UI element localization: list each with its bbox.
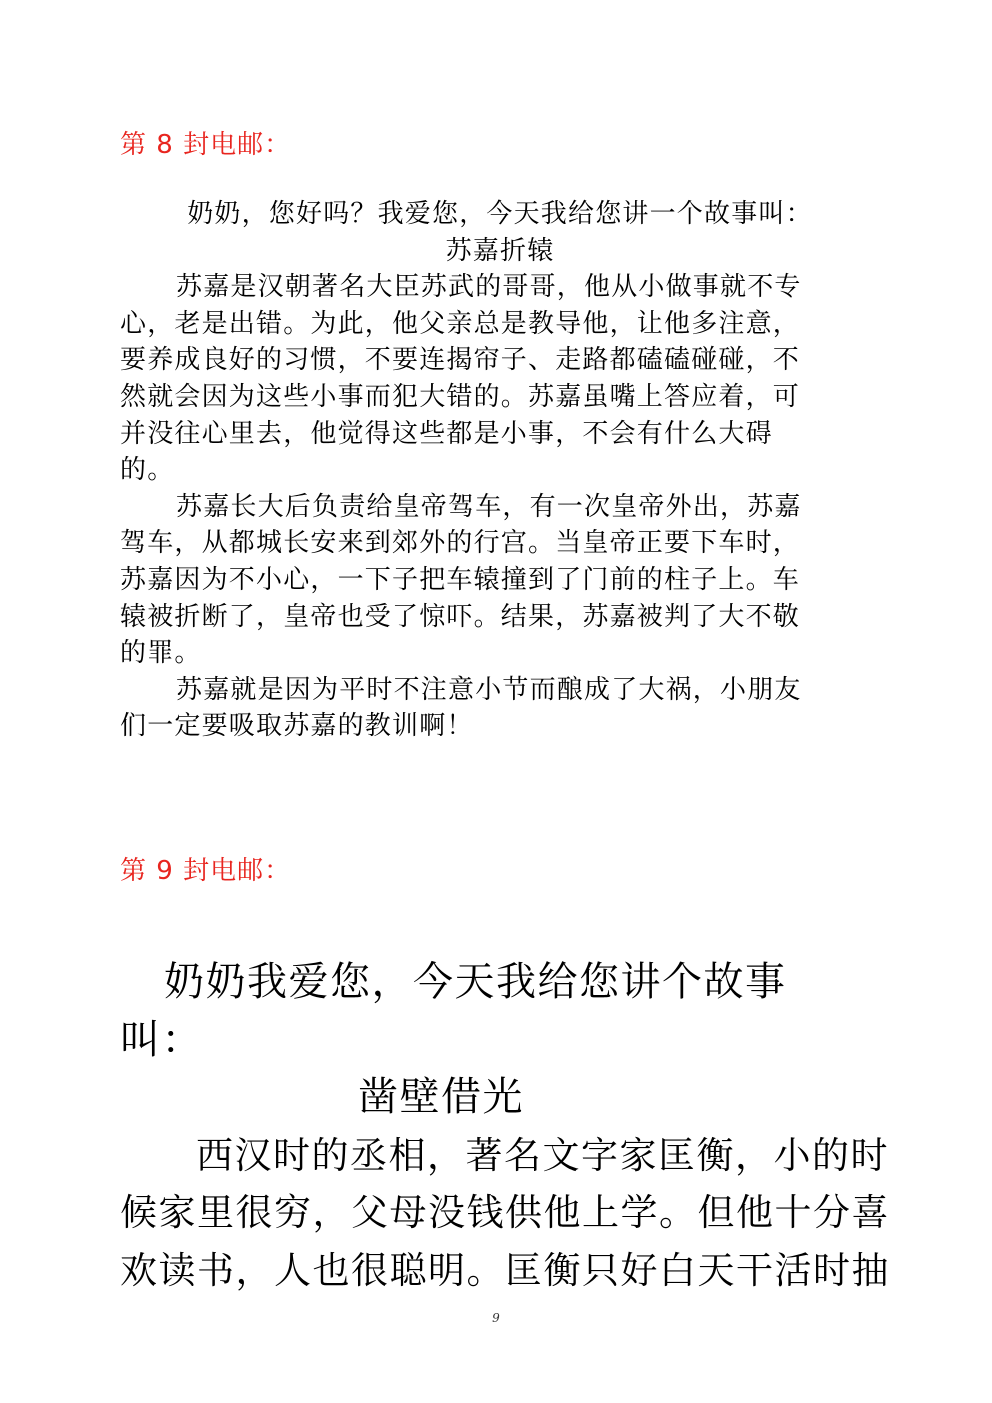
email-8-story-title: 苏嘉折辕 (445, 235, 555, 266)
paragraph-line: 然就会因为这些小事而犯大错的。苏嘉虽嘴上答应着，可 (120, 381, 801, 412)
paragraph-line: 心，老是出错。为此，他父亲总是教导他，让他多注意， (120, 308, 801, 339)
paragraph-line: 们一定要吸取苏嘉的教训啊！ (120, 711, 474, 742)
email-9-body (120, 954, 890, 1299)
paragraph-line: 苏嘉长大后负责给皇帝驾车，有一次皇帝外出，苏嘉 (176, 491, 802, 522)
email-8-body (120, 196, 880, 745)
paragraph-line: 西汉时的丞相，著名文字家匡衡，小的时 (196, 1133, 889, 1177)
paragraph-line: 苏嘉因为不小心，一下子把车辕撞到了门前的柱子上。车 (120, 564, 801, 595)
paragraph-line: 欢读书，人也很聪明。匡衡只好白天干活时抽 (120, 1248, 890, 1292)
paragraph-line: 驾车，从都城长安来到郊外的行宫。当皇帝正要下车时， (120, 528, 801, 559)
paragraph-line: 苏嘉就是因为平时不注意小节而酿成了大祸，小朋友 (176, 674, 802, 705)
email-9-greeting-cont: 叫： (120, 1016, 203, 1063)
paragraph-line: 的罪。 (120, 638, 202, 669)
paragraph-line: 候家里很穷，父母没钱供他上学。但他十分喜 (120, 1191, 890, 1234)
email-9-greeting: 奶奶我爱您，今天我给您讲个故事 (164, 959, 787, 1005)
page-number: 9 (492, 1311, 500, 1325)
email-8-heading: 第 8 封电邮： (120, 130, 292, 160)
paragraph-line: 要养成良好的习惯，不要连揭帘子、走路都磕磕碰碰，不 (120, 345, 801, 376)
paragraph-line: 的。 (120, 455, 175, 486)
email-9-story-title: 凿壁借光 (358, 1074, 524, 1120)
email-8-greeting: 奶奶，您好吗？我爱您，今天我给您讲一个故事叫： (187, 199, 813, 229)
paragraph-line: 辕被折断了，皇帝也受了惊吓。结果，苏嘉被判了大不敬 (120, 601, 801, 632)
paragraph-line: 并没往心里去，他觉得这些都是小事，不会有什么大碍 (120, 418, 773, 449)
paragraph-line: 苏嘉是汉朝著名大臣苏武的哥哥，他从小做事就不专 (176, 272, 802, 303)
email-9-heading: 第 9 封电邮： (120, 856, 292, 886)
